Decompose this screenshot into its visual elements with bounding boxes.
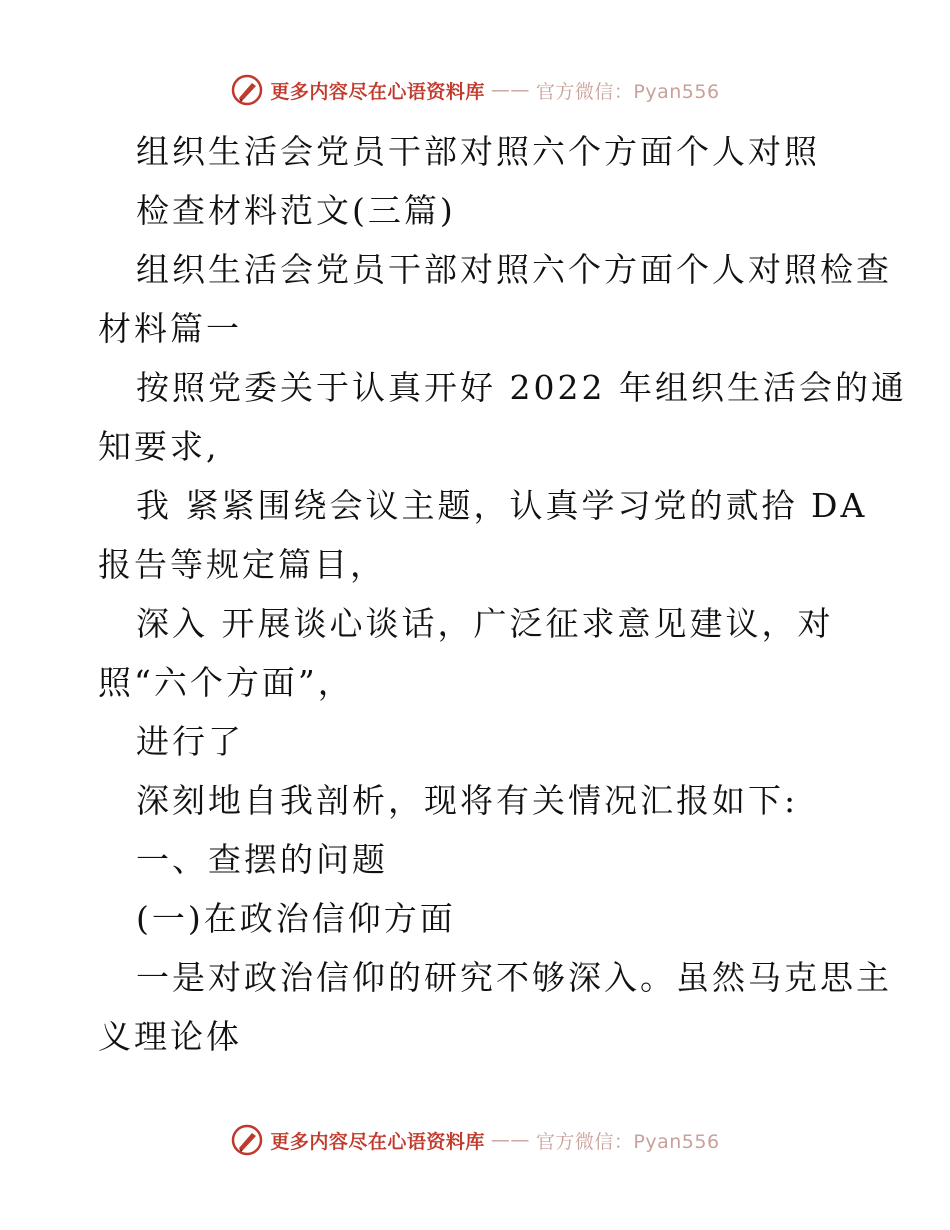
watermark-brand: 更多内容尽在心语资料库 (270, 80, 485, 103)
paragraph-line: 按照党委关于认真开好 2022 年组织生活会的通 (136, 368, 907, 407)
paragraph-line: 知要求, (98, 427, 220, 466)
paragraph-line: 照“六个方面”， (98, 663, 354, 702)
document-body (98, 122, 907, 1066)
section-heading-line-1: 组织生活会党员干部对照六个方面个人对照检查 (136, 250, 892, 289)
paragraph-line: 我 紧紧围绕会议主题，认真学习党的贰拾 DA (136, 486, 868, 525)
paragraph-line: 义理论体 (98, 1017, 242, 1056)
doc-title-line-2: 检查材料范文(三篇) (136, 191, 456, 230)
paragraph-line: 一是对政治信仰的研究不够深入。虽然马克思主 (136, 958, 892, 997)
watermark-dash: —— (490, 79, 530, 101)
pen-logo-icon (230, 73, 264, 107)
section-heading-line-2: 材料篇一 (98, 309, 242, 348)
paragraph-line: 深刻地自我剖析，现将有关情况汇报如下: (136, 781, 799, 820)
doc-title-line-1: 组织生活会党员干部对照六个方面个人对照 (136, 132, 820, 171)
paragraph-line: 进行了 (136, 722, 244, 761)
header-watermark (0, 70, 950, 110)
watermark-contact: 官方微信：Pyan556 (535, 1130, 720, 1153)
pen-logo-icon (230, 1123, 264, 1157)
footer-watermark (0, 1120, 950, 1160)
watermark-brand: 更多内容尽在心语资料库 (270, 1130, 485, 1153)
paragraph-line: 深入 开展谈心谈话，广泛征求意见建议，对 (136, 604, 834, 643)
subheading-political-belief: (一)在政治信仰方面 (136, 899, 456, 938)
watermark-dash: —— (490, 1129, 530, 1151)
paragraph-line: 报告等规定篇目， (98, 545, 386, 584)
subheading-problems: 一、查摆的问题 (136, 840, 388, 879)
watermark-contact: 官方微信：Pyan556 (535, 80, 720, 103)
